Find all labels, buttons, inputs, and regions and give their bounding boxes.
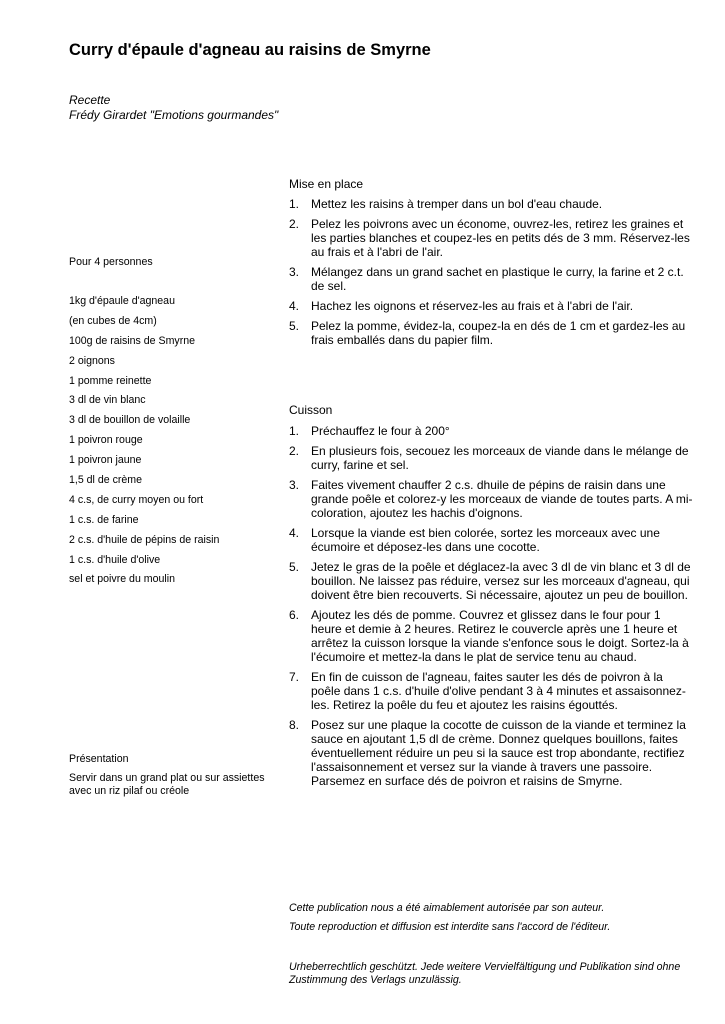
ingredient-item: 100g de raisins de Smyrne [69, 334, 196, 347]
step-number: 8. [289, 718, 300, 732]
footer-permission: Cette publication nous a été aimablement autorisée par son auteur. [289, 902, 605, 914]
ingredient-item: 1,5 dl de crème [69, 474, 143, 487]
step-item [289, 299, 694, 313]
step-number: 6. [289, 608, 300, 622]
cuisson-title: Cuisson [289, 403, 333, 417]
step-text: Posez sur une plaque la cocotte de cuisson de la viande et terminez la sauce en ajoutant 1,5 dl de crème. Donnez quelques bouillons, faites éventuellement réduire un peu si la sauce est trop abondante, rectifiez l'assaisonnement et versez sur la viande à travers une passoire. Parsemez en surface dés de poivron et raisins de Smyrne. [311, 718, 686, 788]
step-text: Préchauffez le four à 200° [311, 424, 450, 438]
step-text: Pelez les poivrons avec un économe, ouvrez-les, retirez les graines et les parties blanches et coupez-les en petits dés de 3 mm. Réservez-les au frais et à l'abri de l'air. [311, 217, 690, 259]
step-text: Hachez les oignons et réservez-les au frais et à l'abri de l'air. [311, 299, 634, 313]
ingredient-item: 1kg d'épaule d'agneau [69, 295, 175, 307]
ingredient-item: 4 c.s, de curry moyen ou fort [69, 493, 204, 506]
step-text: Mettez les raisins à tremper dans un bol d'eau chaude. [311, 197, 603, 211]
step-number: 2. [289, 444, 300, 458]
step-text: Pelez la pomme, évidez-la, coupez-la en dés de 1 cm et gardez-les au frais emballés dans du papier film. [311, 319, 686, 347]
step-item [289, 718, 694, 788]
presentation-title: Présentation [69, 753, 129, 765]
footer-copyright-de: Urheberrechtlich geschützt. Jede weitere Vervielfältigung und Publikation sind ohne Zustimmung des Verlags unzulässig. [289, 961, 681, 986]
step-text: Lorsque la viande est bien colorée, sortez les morceaux avec une écumoire et déposez-les dans une cocotte. [311, 526, 660, 554]
servings: Pour 4 personnes [69, 256, 153, 268]
ingredient-item: 2 c.s. d'huile de pépins de raisin [69, 533, 220, 546]
recipe-label: Recette [69, 93, 111, 107]
footer-copyright-fr: Toute reproduction et diffusion est interdite sans l'accord de l'éditeur. [289, 921, 611, 933]
recipe-author: Frédy Girardet "Emotions gourmandes" [69, 108, 279, 122]
step-item [289, 478, 694, 520]
step-item [289, 560, 694, 602]
step-number: 2. [289, 217, 300, 231]
step-item [289, 265, 694, 293]
mise-en-place-title: Mise en place [289, 177, 364, 191]
ingredient-item: 1 poivron rouge [69, 434, 143, 447]
step-item [289, 319, 694, 347]
ingredient-item: 3 dl de vin blanc [69, 394, 146, 407]
ingredient-list [69, 295, 279, 593]
ingredient-item: sel et poivre du moulin [69, 573, 175, 586]
ingredient-item: 3 dl de bouillon de volaille [69, 414, 191, 427]
ingredient-item: 1 c.s. d'huile d'olive [69, 553, 161, 566]
step-number: 1. [289, 197, 300, 211]
ingredient-item: 2 oignons [69, 354, 115, 367]
presentation-text: Servir dans un grand plat ou sur assiettes avec un riz pilaf ou créole [69, 772, 265, 797]
ingredient-item: 1 poivron jaune [69, 454, 142, 467]
recipe-source [69, 93, 278, 123]
step-text: Faites vivement chauffer 2 c.s. dhuile de pépins de raisin dans une grande poêle et colorez-y les morceaux de viande de toutes parts. A mi-coloration, ajoutez les hachis d'oignons. [311, 478, 693, 520]
step-item [289, 217, 694, 259]
step-text: Mélangez dans un grand sachet en plastique le curry, la farine et 2 c.t. de sel. [311, 265, 684, 293]
step-text: En plusieurs fois, secouez les morceaux de viande dans le mélange de curry, farine et sel. [311, 444, 689, 472]
step-number: 3. [289, 478, 300, 492]
step-number: 4. [289, 299, 300, 313]
step-text: Jetez le gras de la poêle et déglacez-la avec 3 dl de vin blanc et 3 dl de bouillon. Ne laissez pas réduire, versez sur les morceaux d'agneau, qui doivent être bien recouverts. Si nécessaire, ajoutez un peu de bouillon. [311, 560, 691, 602]
ingredient-item: (en cubes de 4cm) [69, 314, 157, 327]
step-item [289, 424, 694, 438]
step-number: 5. [289, 560, 300, 574]
step-number: 7. [289, 670, 300, 684]
step-number: 1. [289, 424, 300, 438]
step-number: 5. [289, 319, 300, 333]
step-item [289, 608, 694, 664]
recipe-title: Curry d'épaule d'agneau au raisins de Smyrne [69, 41, 431, 59]
step-item [289, 444, 694, 472]
step-item [289, 197, 694, 211]
ingredient-item: 1 pomme reinette [69, 374, 152, 387]
cuisson-steps [289, 424, 694, 794]
step-text: Ajoutez les dés de pomme. Couvrez et glissez dans le four pour 1 heure et demie à 2 heures. Retirez le couvercle après une 1 heure et arrêtez la cuisson lorsque la viande s'enfonce sous le doigt. Sortez-la à l'écumoire et mettez-la dans le plat de service tenu au chaud. [311, 608, 689, 664]
mise-en-place-steps [289, 197, 694, 353]
step-text: En fin de cuisson de l'agneau, faites sauter les dés de poivron à la poêle dans 1 c.s. d'huile d'olive pendant 3 à 4 minutes et assaisonnez-les. Retirez la poêle du feu et ajoutez les raisins égouttés. [311, 670, 686, 712]
step-item [289, 526, 694, 554]
ingredient-item: 1 c.s. de farine [69, 513, 139, 526]
step-item [289, 670, 694, 712]
step-number: 3. [289, 265, 300, 279]
step-number: 4. [289, 526, 300, 540]
